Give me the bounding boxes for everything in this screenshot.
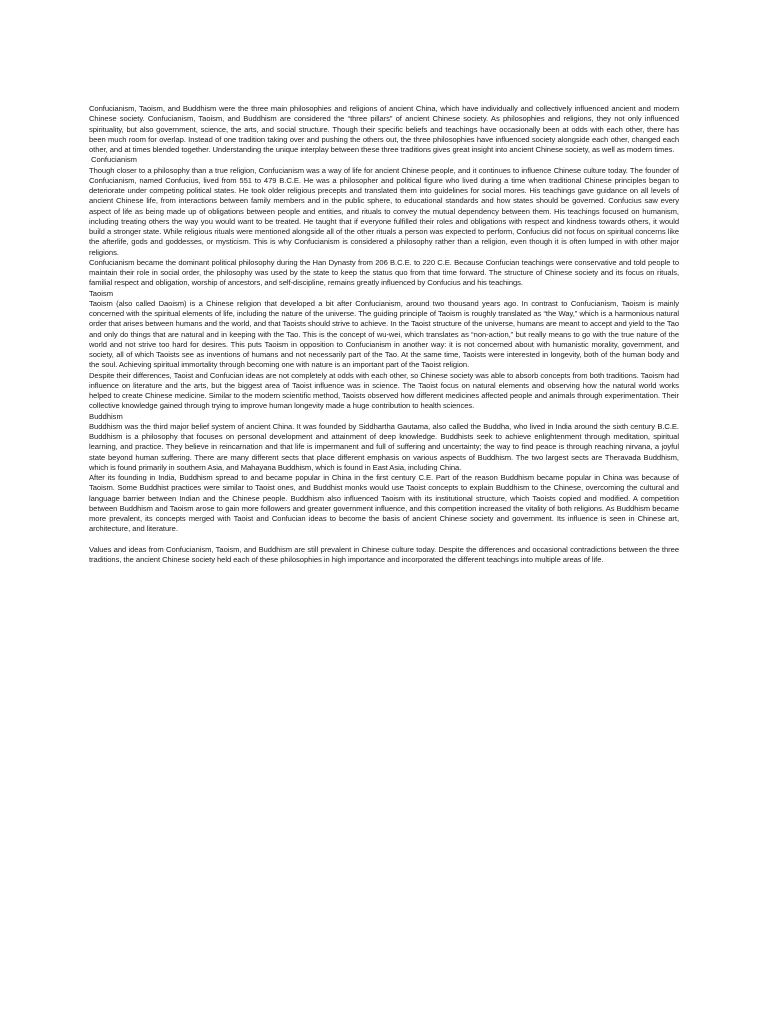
intro-paragraph: Confucianism, Taoism, and Buddhism were the three main philosophies and religions of ancient China, which have individually and collectively influenced ancient and modern Chinese society. Confucianism, Taoism, and Buddhism are considered the “three pillars” of ancient Chinese society. As philosophies and religions, they not only influenced spirituality, but also government, science, the arts, and social structure. Though their specific beliefs and teachings have occasionally been at odds with each other, there has been much room for overlap. Instead of one tradition taking over and pushing the others out, the three philosophies have influenced society alongside each other, changed each other, and at times blended together. Understanding the unique interplay between these three traditions gives great insight into ancient Chinese society, as well as modern times.: [89, 104, 679, 154]
taoism-heading: Taoism: [89, 288, 114, 298]
buddhism-heading: Buddhism: [89, 411, 123, 421]
paragraph-spacer: [89, 535, 679, 545]
confucianism-heading: Confucianism: [91, 155, 138, 165]
buddhism-paragraph-2: After its founding in India, Buddhism spread to and became popular in China in the first century C.E. Part of the reason Buddhism became popular in China was because of Taoism. Some Buddhist practices were similar to Taoist ones, and Buddhist monks would use Taoist concepts to explain Buddhism to the Chinese, overcoming the cultural and language barrier between Indian and the Chinese people. Buddhism also influenced Taoism with its institutional structure, which Taoists copied and modified. A competition between Buddhism and Taoism arose to gain more followers and greater government influence, and this competition increased the vitality of both religions. As Buddhism became more prevalent, its concepts merged with Taoist and Confucian ideas to become the basis of ancient Chinese society and government. Its influence is seen in Chinese art, architecture, and literature.: [89, 473, 679, 534]
taoism-paragraph-1: Taoism (also called Daoism) is a Chinese religion that developed a bit after Confucianism, around two thousand years ago. In contrast to Confucianism, Taoism is mainly concerned with the spiritual elements of life, including the nature of the universe. The guiding principle of Taoism is roughly translated as “the Way,” which is a harmonious natural order that arises between humans and the world, and that Taoists should strive to achieve. In the Taoist structure of the universe, humans are meant to accept and yield to the Tao and only do things that are natural and in keeping with the Tao. This is the concept of wu-wei, which translates as “non-action,” but really means to go with the true nature of the world and not strive too hard for desires. This puts Taoism in opposition to Confucianism in another way: it is not concerned about with humanistic morality, government, and society, all of which Taoists see as inventions of humans and not necessarily part of the Tao. At the same time, Taoists were interested in longevity, both of the human body and the soul. Achieving spiritual immortality through becoming one with nature is an important part of the Taoist religion.: [89, 298, 679, 370]
buddhism-paragraph-1: Buddhism was the third major belief system of ancient China. It was founded by Siddhartha Gautama, also called the Buddha, who lived in India around the sixth century B.C.E. Buddhism is a philosophy that focuses on personal development and attainment of deep knowledge. Buddhists seek to achieve enlightenment through meditation, spiritual learning, and practice. They believe in reincarnation and that life is impermanent and full of suffering and uncertainty; the way to find peace is through reaching nirvana, a joyful state beyond human suffering. There are many different sects that place different emphasis on various aspects of Buddhism. The two largest sects are Theravada Buddhism, which is found primarily in southern Asia, and Mahayana Buddhism, which is found in East Asia, including China.: [89, 421, 679, 472]
taoism-paragraph-2: Despite their differences, Taoist and Confucian ideas are not completely at odds with each other, so Chinese society was able to absorb concepts from both traditions. Taoism had influence on literature and the arts, but the biggest area of Taoist influence was in science. The Taoist focus on natural elements and observing how the natural world works helped to create Chinese medicine. Similar to the modern scientific method, Taoists observed how different medicines affected people and animals through experimentation. Their collective knowledge gained through trying to improve human longevity made a huge contribution to health sciences.: [89, 370, 679, 411]
document-page: [89, 104, 679, 565]
confucianism-paragraph-2: Confucianism became the dominant political philosophy during the Han Dynasty from 206 B.C.E. to 220 C.E. Because Confucian teachings were conservative and told people to maintain their role in social order, the philosophy was used by the state to keep the status quo from that time forward. The structure of Chinese society and its focus on rituals, familial respect and obligation, worship of ancestors, and self-discipline, remains greatly influenced by Confucius and his teachings.: [89, 257, 679, 288]
conclusion-paragraph: Values and ideas from Confucianism, Taoism, and Buddhism are still prevalent in Chinese culture today. Despite the differences and occasional contradictions between the three traditions, the ancient Chinese society held each of these philosophies in high importance and incorporated the different teachings into multiple areas of life.: [89, 544, 679, 564]
confucianism-paragraph-1: Though closer to a philosophy than a true religion, Confucianism was a way of life for ancient Chinese people, and it continues to influence Chinese culture today. The founder of Confucianism, named Confucius, lived from 551 to 479 B.C.E. He was a philosopher and political figure who lived during a time when traditional Chinese principles began to deteriorate under competing political states. He took older religious precepts and translated them into guidelines for social mores. His teachings gave guidance on all levels of ancient Chinese life, from interactions between family members and in the public sphere, to educational standards and how states should be governed. Confucius saw every aspect of life as being made up of obligations between people and entities, and rituals to convey the mutual dependency between them. His teachings focused on humanism, including treating others the way you would want to be treated. He taught that if everyone fulfilled their roles and obligations with respect and kindness towards others, it would build a stronger state. While religious rituals were mentioned alongside all of the other rituals a person was expected to perform, Confucius did not focus on spiritual concerns like the afterlife, gods and goddesses, or mysticism. This is why Confucianism is considered a philosophy rather than a religion, even though it is often lumped in with other major religions.: [89, 165, 679, 257]
